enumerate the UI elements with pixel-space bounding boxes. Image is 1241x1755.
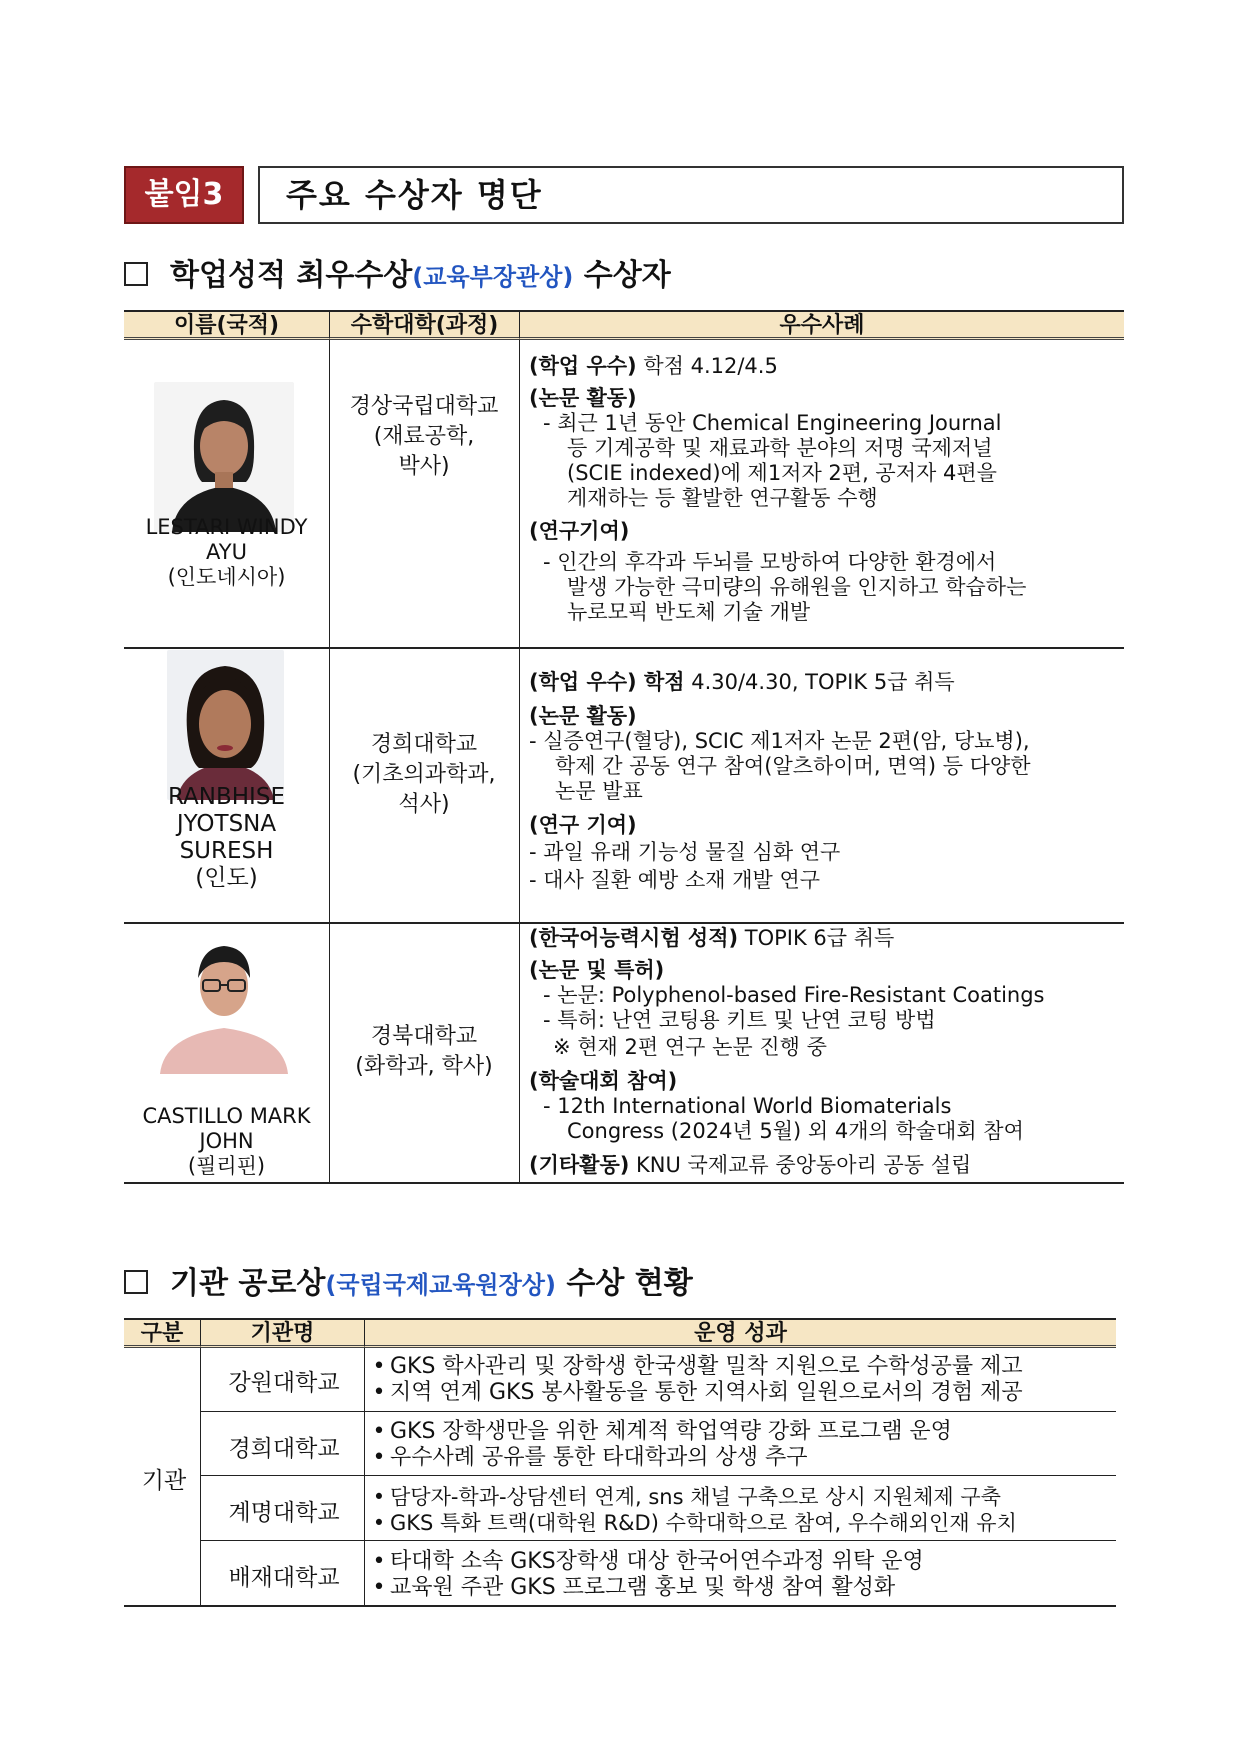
- achievement-line: [529, 926, 1119, 951]
- attachment-badge: 붙임3: [124, 166, 244, 224]
- checkbox-square-icon: [124, 1270, 148, 1294]
- achievement-list: [529, 354, 1119, 625]
- awardee-university: [329, 1022, 519, 1082]
- univ-line: 석사): [398, 792, 450, 817]
- awardee-photo: [154, 934, 294, 1074]
- section1-heading: [124, 250, 671, 294]
- achievement-line: 게재하는 등 활발한 연구활동 수행: [567, 486, 878, 510]
- col-header-univ: 수학대학(과정): [329, 310, 519, 340]
- nationality: (필리핀): [187, 1154, 266, 1178]
- achievement-label: (기타활동): [529, 1153, 630, 1177]
- achievement-line: 논문 발표: [555, 779, 643, 803]
- section2-heading: [124, 1258, 693, 1302]
- achievement-label: (학술대회 참여): [529, 1069, 678, 1093]
- checkbox-square-icon: [124, 262, 148, 286]
- list-item: • GKS 학사관리 및 장학생 한국생활 밀착 지원으로 수학성공률 제고: [372, 1354, 1023, 1379]
- name-line: CASTILLO MARK: [142, 1104, 311, 1128]
- univ-line: 경희대학교: [370, 732, 478, 757]
- list-item-text: GKS 특화 트랙(대학원 R&D) 수학대학으로 참여, 우수해외인재 유치: [390, 1511, 1017, 1535]
- achievement-text: KNU 국제교류 중앙동아리 공동 설립: [629, 1153, 972, 1177]
- list-item-text: 교육원 주관 GKS 프로그램 홍보 및 학생 참여 활성화: [390, 1575, 896, 1600]
- awardee-university: [329, 392, 519, 482]
- achievement-line: [529, 1153, 1119, 1178]
- list-item-text: GKS 학사관리 및 장학생 한국생활 밀착 지원으로 수학성공률 제고: [390, 1354, 1023, 1379]
- page-title: 주요 수상자 명단: [258, 166, 1124, 224]
- section1-heading-main: 학업성적 최우수상: [170, 258, 413, 293]
- achievement-line: (SCIE indexed)에 제1저자 2편, 공저자 4편을: [567, 461, 997, 485]
- awardee-name: [124, 1104, 329, 1179]
- list-item: • GKS 장학생만을 위한 체계적 학업역량 강화 프로그램 운영: [372, 1419, 952, 1444]
- institution-name: 경희대학교: [228, 1436, 340, 1462]
- univ-line: (화학과, 학사): [355, 1054, 493, 1079]
- name-line: LESTARI WINDY: [145, 515, 308, 539]
- achievement-text: 학점 4.12/4.5: [636, 354, 778, 378]
- achievement-line: - 대사 질환 예방 소재 개발 연구: [529, 868, 821, 892]
- list-item-text: 지역 연계 GKS 봉사활동을 통한 지역사회 일원으로서의 경험 제공: [390, 1380, 1023, 1405]
- list-item: • 교육원 주관 GKS 프로그램 홍보 및 학생 참여 활성화: [372, 1575, 896, 1600]
- achievement-line: - 과일 유래 기능성 물질 심화 연구: [529, 840, 841, 864]
- achievement-line: 등 기계공학 및 재료과학 분야의 저명 국제저널: [567, 436, 993, 460]
- performance-list: [368, 1419, 1113, 1471]
- achievement-line: Congress (2024년 5월) 외 4개의 학술대회 참여: [567, 1119, 1024, 1143]
- achievement-line: [529, 704, 1119, 729]
- achievement-label: (연구 기여): [529, 813, 637, 837]
- performance-list: [368, 1484, 1113, 1536]
- institution-name: 계명대학교: [228, 1500, 340, 1526]
- institution-name: 강원대학교: [228, 1370, 340, 1396]
- table-bottom-border: [124, 1182, 1124, 1184]
- list-item: • 담당자-학과-상담센터 연계, sns 채널 구축으로 상시 지원체제 구축: [372, 1485, 1001, 1509]
- nationality: (인도): [195, 865, 258, 891]
- performance-list: [368, 1549, 1113, 1601]
- name-line: SURESH: [179, 838, 274, 864]
- achievement-line: [529, 519, 1119, 544]
- achievement-text: 4.30/4.30, TOPIK 5급 취득: [684, 670, 955, 694]
- table-divider: [364, 1348, 365, 1607]
- list-item: • 우수사례 공유를 통한 타대학과의 상생 추구: [372, 1445, 808, 1470]
- achievement-line: 발생 가능한 극미량의 유해원을 인지하고 학습하는: [567, 575, 1027, 599]
- achievement-line: [529, 1069, 1119, 1094]
- achievement-label: (논문 및 특허): [529, 958, 665, 982]
- achievement-line: 학제 간 공동 연구 참여(알츠하이머, 면역) 등 다양한: [555, 754, 1031, 778]
- row-divider: [201, 1411, 1116, 1412]
- col-header-name: 이름(국적): [124, 310, 329, 340]
- col-header-category: 구분: [124, 1318, 200, 1348]
- achievement-line: 뉴로모픽 반도체 기술 개발: [567, 600, 811, 624]
- achievement-label: (한국어능력시험 성적): [529, 926, 739, 950]
- univ-line: (재료공학,: [373, 424, 475, 449]
- achievement-line: [529, 813, 1119, 838]
- list-item-text: GKS 장학생만을 위한 체계적 학업역량 강화 프로그램 운영: [390, 1419, 952, 1444]
- row-divider: [201, 1540, 1116, 1541]
- section2-heading-main: 기관 공로상: [170, 1266, 326, 1301]
- list-item-text: 담당자-학과-상담센터 연계, sns 채널 구축으로 상시 지원체제 구축: [390, 1485, 1001, 1509]
- name-line: JYOTSNA: [176, 811, 277, 837]
- row-divider: [124, 922, 1124, 924]
- achievement-line: [529, 958, 1119, 983]
- awardee-name: [124, 784, 329, 892]
- achievement-label: (연구기여): [529, 519, 630, 543]
- section1-heading-tail: 수상자: [583, 258, 671, 293]
- achievement-label: (학업 우수): [529, 354, 637, 378]
- achievement-list: [529, 670, 1119, 893]
- nationality: (인도네시아): [167, 565, 286, 589]
- achievement-line: - 실증연구(혈당), SCIC 제1저자 논문 2편(암, 당뇨병),: [529, 729, 1030, 753]
- row-divider: [201, 1475, 1116, 1476]
- univ-line: 박사): [398, 454, 450, 479]
- achievement-list: [529, 926, 1119, 1178]
- achievement-line: - 논문: Polyphenol-based Fire-Resistant Coatings: [543, 983, 1045, 1007]
- institution-name: 배재대학교: [228, 1565, 340, 1591]
- section1-heading-sub: (교육부장관상): [412, 263, 574, 291]
- achievement-line: [529, 354, 1119, 379]
- row-divider: [124, 647, 1124, 649]
- title-row: [124, 166, 1124, 224]
- achievement-line: [529, 670, 1119, 695]
- achievement-line: - 인간의 후각과 두뇌를 모방하여 다양한 환경에서: [543, 550, 997, 574]
- list-item: • 지역 연계 GKS 봉사활동을 통한 지역사회 일원으로서의 경험 제공: [372, 1380, 1023, 1405]
- univ-line: 경상국립대학교: [349, 394, 499, 419]
- col-header-case: 우수사례: [519, 310, 1124, 340]
- name-line: RANBHISE: [168, 784, 285, 810]
- awardee-name: [124, 515, 329, 590]
- awardee-university: [329, 730, 519, 820]
- achievement-line: - 특허: 난연 코팅용 키트 및 난연 코팅 방법: [543, 1008, 936, 1032]
- performance-list: [368, 1354, 1113, 1406]
- achievement-line: - 최근 1년 동안 Chemical Engineering Journal: [543, 411, 1002, 435]
- achievement-label: (논문 활동): [529, 386, 637, 410]
- list-item: • GKS 특화 트랙(대학원 R&D) 수학대학으로 참여, 우수해외인재 유치: [372, 1511, 1017, 1535]
- table-divider: [519, 340, 520, 1182]
- table-bottom-border: [124, 1605, 1116, 1607]
- univ-line: 경북대학교: [370, 1024, 478, 1049]
- awardee-photo: [154, 382, 294, 532]
- achievement-line: - 12th International World Biomaterials: [543, 1094, 952, 1118]
- list-item: • 타대학 소속 GKS장학생 대상 한국어연수과정 위탁 운영: [372, 1549, 924, 1574]
- achievement-label: (논문 활동): [529, 704, 637, 728]
- achievement-text: TOPIK 6급 취득: [738, 926, 895, 950]
- name-line: JOHN: [199, 1129, 254, 1153]
- col-header-performance: 운영 성과: [364, 1318, 1116, 1348]
- awardee-photo: [167, 650, 284, 800]
- list-item-text: 타대학 소속 GKS장학생 대상 한국어연수과정 위탁 운영: [390, 1549, 924, 1574]
- achievement-label: (학업 우수) 학점: [529, 670, 685, 694]
- achievement-line: ※ 현재 2편 연구 논문 진행 중: [553, 1035, 827, 1059]
- section2-heading-tail: 수상 현황: [566, 1266, 693, 1301]
- univ-line: (기초의과학과,: [352, 762, 496, 787]
- col-header-institution: 기관명: [200, 1318, 364, 1348]
- section2-heading-sub: (국립국제교육원장상): [325, 1271, 556, 1299]
- achievement-line: [529, 386, 1119, 411]
- name-line: AYU: [206, 540, 247, 564]
- category-cell: 기관: [141, 1468, 187, 1494]
- list-item-text: 우수사례 공유를 통한 타대학과의 상생 추구: [390, 1445, 808, 1470]
